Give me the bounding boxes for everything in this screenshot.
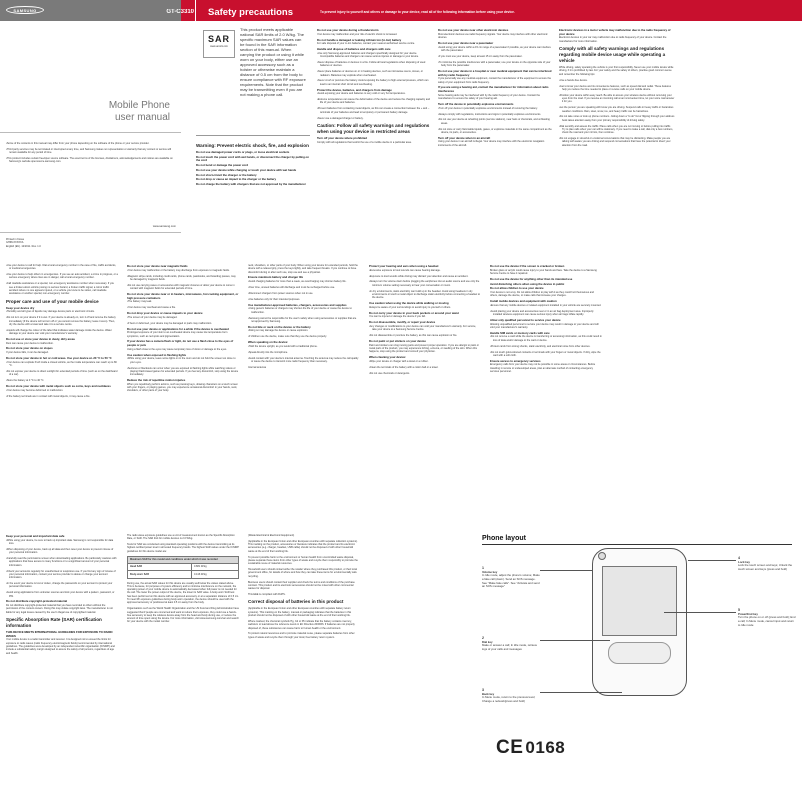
key-desc: Make or answer a call; In Idle mode, retrieve logs of your calls and messages bbox=[482, 643, 538, 652]
bullet-item: • Dial sensibly and assess the traffic. Place calls when you are not moving or before pulling into traffic. Try to plan calls when your car will be stationary. If you need to make a call, dial only a few numbers, check the road and your mirrors, then continue. bbox=[559, 125, 675, 135]
phone-layout-title: Phone layout bbox=[482, 535, 526, 542]
key-name: Power/End key bbox=[738, 611, 758, 616]
section-heading: Specific Absorption Rate (SAR) certification information bbox=[6, 616, 102, 629]
bullet-item: • If children use the device, make sure that they use the device properly. bbox=[248, 335, 360, 338]
bullet-item: • In the event your device is lost or stolen, change the passwords on your account to protect your personal information. bbox=[6, 582, 118, 589]
sar-table-row bbox=[128, 571, 239, 578]
key-number: 2 bbox=[482, 636, 484, 640]
bullet-item: • Store the battery at 0 °C to 40 °C. bbox=[6, 379, 118, 382]
paragraph: Your device may malfunction and your risk of electric shock is increased. bbox=[317, 32, 398, 36]
column bbox=[196, 140, 310, 238]
subheading: When speaking on the device: bbox=[248, 340, 289, 345]
paragraph: You can be injured or damage the device if you fall. bbox=[369, 315, 426, 319]
bullet-item: • Never use a damaged charger or battery. bbox=[317, 117, 431, 120]
subheading: Do not store your device on slopes bbox=[6, 346, 53, 351]
subheading: Do not bend or damage the power cord bbox=[196, 163, 249, 168]
bullet-item: • If bent or deformed, your device may be damaged or parts may malfunction. bbox=[127, 322, 239, 325]
bullet-item: • Never crush or puncture the battery. Avoid exposing the battery to high external pressure, which can lead to an internal short circuit and overheating. bbox=[317, 79, 431, 86]
bullet-item: • Avoid charging batteries for more than a week, as overcharging may shorten battery life. bbox=[248, 280, 360, 283]
bullet-item: • Speak directly into the microphone. bbox=[248, 351, 360, 354]
subheading: Do not touch the power cord with wet hands, or disconnect the charger by pulling on the cord bbox=[196, 154, 309, 163]
key-label-volume bbox=[482, 566, 540, 589]
cover-note: • Third party services may be terminated or interrupted at any time, and Samsung makes no representation or warranty that any content or service will remain available for any period of time. bbox=[6, 148, 176, 155]
bullet-item: • The battery may leak. bbox=[127, 300, 239, 303]
sar-table-cell: 0.416 W/kg bbox=[191, 571, 238, 578]
subheading: Do not use your device during a thunderstorm bbox=[317, 28, 379, 32]
column bbox=[248, 534, 360, 784]
bullet-item: • If the battery terminals are in contact with metal objects, it may cause a fire. bbox=[6, 395, 118, 398]
bullet-item: • Using generic batteries or chargers may shorten the life of your device or cause the device to malfunction. bbox=[248, 307, 360, 314]
column bbox=[6, 534, 118, 784]
sar-table-cell: 0.881 W/kg bbox=[191, 563, 238, 570]
divider bbox=[196, 135, 310, 136]
paragraph: Always be aware of your surroundings to avoid injury to yourself or others. bbox=[369, 305, 451, 309]
bullet-item: • Samsung cannot be responsible for the user's safety when using accessories or supplies that are not approved by Samsung. bbox=[248, 317, 360, 324]
callout-line bbox=[540, 640, 610, 641]
sar-logo-url: www.sar-tick.com bbox=[210, 45, 228, 48]
subheading: Electronic devices in a motor vehicle may malfunction due to the radio frequency of your device bbox=[559, 28, 671, 36]
paragraph: Using a flash close to the eyes may cause temporary loss of vision or damage to the eyes. bbox=[127, 347, 227, 351]
bullet-item: • Disconnect chargers from power sources when not in use. bbox=[248, 292, 360, 295]
paragraph: To protect natural resources and to promote material reuse, please separate batteries from other types of waste and recycle them through your local, free battery return system. bbox=[248, 632, 355, 639]
callout-line bbox=[540, 570, 592, 571]
key-name: Lock key bbox=[738, 559, 750, 564]
bullet-item: • Avoid using your device within a 15 cm range of a pacemaker if possible, as your device can interfere with the pacemaker. bbox=[438, 46, 552, 53]
notified-body-number: 0168 bbox=[525, 738, 566, 757]
divider bbox=[0, 232, 181, 233]
bullet-item: • Call roadside assistance or a special, non-emergency assistance number when necessary. If you see a broken-down vehicle posing no serious hazard, a broken traffic signal, a minor traffic accident where no one appears injured, or a vehicle you know to be stolen, call roadside assistance or another special, non-emergency number. bbox=[6, 282, 118, 295]
key-desc: Turn the phone on or off (press and hold); End a call; In Menu mode, cancel input and return to Idle mode bbox=[738, 615, 796, 627]
bullet-item: • When disposing of your device, back up all data and then reset your device to prevent misuse of your personal information. bbox=[6, 548, 118, 555]
bullet-item: • Do not use chemicals or detergents. bbox=[369, 372, 481, 375]
bullet-item: • While using your device, be sure to back up important data. Samsung is not responsible for data loss. bbox=[6, 539, 118, 546]
subheading: Do not use the device for anything other than its intended use bbox=[490, 276, 573, 281]
key-desc: In Idle mode, adjust the phone's volume; Make a fake call (down). Send an SOS message. See "Make fake calls". See "Activate and send an SOS message" bbox=[482, 573, 540, 589]
ce-mark bbox=[496, 735, 565, 760]
bullet-item: • Liquids will change the colour of the label that indicates water damage inside the device. Water damage to your device can void your manufacturer's warranty. bbox=[6, 329, 118, 336]
paragraph: During use, the actual SAR values for this device are usually well below the values stated above. This is because, for purposes of system efficiency and to minimise interference on the network, the operating power of your mobile device is automatically decreased when full power is not needed for the call. The lower the power output of the device, the lower its SAR value. A body-worn SAR test has been performed on this device with an approved accessory or at a separation distance of 0.5 cm. To meet RF exposure guidelines during body-worn operation, the device should be used with the approved accessory or positioned at least 0.5 cm away from the body. bbox=[127, 581, 239, 605]
sar-table-header: Maximum SAR for this model and conditions under which it was recorded bbox=[128, 556, 239, 563]
bullet-item: • Your device may malfunction or the battery may discharge from exposure to magnetic fields. bbox=[127, 269, 239, 272]
section-heading: Proper care and use of your mobile device bbox=[6, 298, 99, 304]
subheading: Keep your personal and important data safe bbox=[6, 534, 65, 538]
bullet-item: • Avoid using applications from unknown sources and lock your device with a pattern, password, or PIN. bbox=[6, 591, 118, 598]
paragraph: Household users should contact either the retailer where they purchased this product, or their local government office, for details of where and how they can take these items for environmentally safe recycling. bbox=[248, 568, 357, 578]
print-line: GH68-XXXXXA bbox=[6, 241, 24, 245]
subheading: Use caution when using the device while walking or moving bbox=[369, 301, 449, 306]
column bbox=[127, 264, 239, 526]
bullet-item: • Exposure to loud sounds while driving may distract your attention and cause an accident. bbox=[369, 275, 481, 278]
key-name: Back key bbox=[482, 691, 495, 696]
subheading: If your device has a camera flash or light, do not use a flash close to the eyes of people or pets bbox=[127, 339, 234, 348]
sar-statement: This product meets applicable national SAR limits of 2.0 W/kg. The specific maximum SAR values can be found in the SAR information section of this manual. When carrying the product or using it while worn on your body, either use an approved accessory such as a holster or otherwise maintain a distance of 0.5 cm from the body to ensure compliance with RF exposure requirements. Note that the product may be transmitting even if you are not making a phone call. bbox=[240, 27, 306, 97]
bullet-item: • Check your accounts regularly for unauthorised or suspicious use. If you find any sign of misuse of your personal information, contact your service provider to delete or change your account information. bbox=[6, 570, 118, 580]
column bbox=[490, 264, 602, 526]
paragraph: Your device is not a toy. Do not allow children to play with it as they could hurt themselves and others, damage the device, or make calls that increase your charges. bbox=[490, 290, 594, 298]
subheading: Do not disassemble, modify, or repair your device bbox=[369, 320, 436, 325]
paragraph: Most electronic devices use radio frequency signals. Your device may interfere with other electronic devices. bbox=[438, 32, 548, 39]
bullet-item: • Do not remove a card while the device is transferring or accessing information, as this could result in loss of data and/or damage to the card or device. bbox=[490, 335, 602, 342]
column bbox=[6, 264, 118, 526]
bullet-item: • Do not touch gold-coloured contacts or terminals with your fingers or metal objects. If dirty, wipe the card with a soft cloth. bbox=[490, 351, 602, 358]
bullet-item: • Prevent batteries from contacting metal objects, as this can create a connection between the + and – terminals of your batteries and lead to temporary or permanent battery damage. bbox=[317, 107, 431, 114]
page-title: Safety precautions bbox=[208, 7, 293, 18]
paragraph: Allowing unqualified personnel to service your device may result in damage to your device and will void your manufacturer's warranty. bbox=[490, 322, 599, 329]
cover-note: • Some of the contents in this manual may differ from your phone depending on the software of the phone or your service provider. bbox=[6, 142, 176, 145]
paragraph: Internal antenna bbox=[248, 365, 267, 369]
subheading: Use caution when exposed to flashing lights bbox=[127, 352, 187, 357]
bullet-item: • Use only Samsung-approved batteries and chargers specifically designed for your device. Incompatible batteries and chargers can cause serious injuries or damage to your device. bbox=[317, 52, 431, 59]
bullet-item: • Avoid contact with your device's internal antenna. Touching the antenna may reduce the call quality or cause the device to transmit more radio frequency than necessary. bbox=[248, 357, 360, 364]
subheading: Do not drop or cause an impact to the charger or the battery bbox=[196, 177, 277, 182]
bullet-item: • Hold the device upright, as you would with a traditional phone. bbox=[248, 345, 360, 348]
bullet-item: • Use batteries only for their intended purposes. bbox=[248, 298, 360, 301]
bullet-item: • Clean the terminals of the battery with a cotton ball or a towel. bbox=[369, 366, 481, 369]
key-number: 1 bbox=[482, 566, 484, 570]
subheading: Avoid disturbing others when using the device in public bbox=[490, 281, 565, 286]
subheading: Do not use your device near other electronic devices bbox=[438, 28, 509, 32]
bullet-item: • Ensure that any mobile devices or related equipment installed in your vehicle are securely mounted. bbox=[490, 304, 602, 307]
paragraph: Organisations such as the World Health Organization and the US Food and Drug Administration have suggested that if people are concerned and want to reduce their exposure, they could use a hands-free accessory to keep the wireless device away from the head and body during use, or reduce the amount of time spent using the device. For more information, visit www.samsung.com/sar and search for your device with the model number. bbox=[127, 607, 239, 624]
paragraph: Prolonged exposure of your skin to an overheated device may cause low temperature burn symptoms, such as red spots and pigmentation. bbox=[127, 331, 228, 338]
paragraph: Paint and stickers can clog moving parts and prevent proper operation. If you are allergic to paint or metal parts of the product, you may experience itching, eczema, or swelling of the skin. When this happens, stop using the product and consult your physician. bbox=[369, 343, 479, 354]
paragraph: Tests for SAR are conducted using standard operating positions with the device transmitting at its highest certified power level in all tested frequency bands. The highest SAR values under the ICNIRP guidelines for this device model are: bbox=[127, 543, 239, 553]
sar-table bbox=[127, 556, 239, 579]
bullet-item: • Use a hands-free device. bbox=[559, 79, 675, 82]
subheading: Do not use your device in a hospital or near medical equipment that can be interfered with by radio frequency bbox=[438, 68, 552, 77]
bullet-item: • Do not engage in stressful or emotional conversations that may be distracting. Make people you are talking with aware you are driving and suspend conversations that have the potential to divert your attention from the road. bbox=[559, 137, 675, 147]
paragraph: While driving, safely operating the vehicle is your first responsibility. Never use your mobile device while driving, if it is prohibited by law. For your safety and the safety of others, practise good common sense and remember the following tips: bbox=[559, 66, 674, 76]
phone-keypad bbox=[608, 642, 671, 664]
subheading: Protect the device, batteries, and chargers from damage bbox=[317, 87, 392, 92]
subheading: Do not use your device near a pacemaker bbox=[438, 40, 494, 45]
subheading: Do not charge the battery with chargers that are not approved by the manufacturer bbox=[196, 181, 306, 186]
subheading: Do not use or store your device in dusty, dirty areas bbox=[6, 336, 75, 341]
samsung-logo: SAMSUNG bbox=[6, 6, 44, 14]
key-desc: Lock the touch screen and keys; Unlock the touch screen and keys (press and hold) bbox=[738, 563, 793, 572]
subheading: Handle SIM cards or memory cards with care bbox=[490, 330, 550, 335]
bullet-item: • Position your device within easy reach. Be able to access your wireless device without removing your eyes from the road. If you receive an incoming call at an inconvenient time, let your voice mail answer it for you. bbox=[559, 94, 675, 104]
bullet-item: • Any changes or modifications to your device can void your manufacturer's warranty. For service, take your device to a Samsung Service Centre. bbox=[369, 325, 481, 332]
subheading: Do not store your device near or in heaters, microwaves, hot cooking equipment, or high pressure containers bbox=[127, 291, 239, 300]
section-heading: Warning: Prevent electric shock, fire, and explosion bbox=[196, 143, 309, 148]
page-subtitle: To prevent injury to yourself and others or damage to your device, read all of the following information before using your device. bbox=[320, 10, 515, 14]
bullet-item: • While using your device, leave some lights on in the room and do not hold the screen too close to your eyes. bbox=[127, 357, 239, 364]
callout-line bbox=[688, 560, 736, 561]
bullet-item: • Wipe your device or charger with a towel or a rubber. bbox=[369, 360, 481, 363]
print-line: Printed in Korea bbox=[6, 238, 24, 241]
cover-note: • This product includes certain free/open source software. The exact terms of the licenses, disclaimers, acknowledgements and notices are available on Samsung's website opensource.samsung.com. bbox=[6, 157, 176, 164]
subheading: Do not short-circuit the charger or the battery bbox=[196, 172, 257, 177]
bullet-item: • If you must use your device, keep at least 15 cm away from the pacemaker. bbox=[438, 55, 552, 58]
subheading: Turn off the device in potentially explosive environments bbox=[438, 101, 514, 106]
subheading: Install mobile devices and equipment with caution bbox=[490, 299, 557, 304]
key-name: Dial key bbox=[482, 639, 493, 644]
bullet-item: • Do not turn on your device if it is wet. If your device is already on, turn it off and remove the battery immediately (if the device will not turn off or you cannot remove the battery, leave it as-is). Then, dry the device with a towel and take it to a service centre. bbox=[6, 316, 118, 326]
key-label-dial bbox=[482, 636, 540, 652]
bullet-item: • Humidity and all types of liquids may damage device parts or electronic circuits. bbox=[6, 310, 118, 313]
subheading: Use manufacturer-approved batteries, chargers, accessories and supplies bbox=[248, 302, 347, 307]
bullet-item: • Do not use your device at refuelling points (service stations), near fuels or chemicals, and at blasting areas. bbox=[438, 118, 552, 125]
phone-screen bbox=[602, 566, 677, 636]
column bbox=[248, 264, 360, 526]
bullet-item: • Your device may become deformed or malfunction. bbox=[6, 389, 118, 392]
subheading: Allow only qualified personnel to service your device bbox=[490, 317, 561, 322]
paragraph: This EEE is compliant with RoHS. bbox=[248, 593, 286, 597]
paragraph: For safe disposal of your Li-Ion batteries, contact your nearest authorised service centre. bbox=[317, 42, 415, 46]
bullet-item: • Avoid placing your device and accessories near or in an air bag deployment area. Improperly installed wireless equipment can cause serious injury when air bags inflate rapidly. bbox=[490, 310, 602, 317]
subheading: Do not distribute copyright-protected material bbox=[6, 599, 68, 604]
key-label-lock bbox=[738, 556, 796, 572]
paragraph: To prevent possible harm to the environment or human health from uncontrolled waste disposal, please separate these items from other types of waste and recycle them responsibly to promote the sustainable reuse of material resources. bbox=[248, 555, 358, 566]
subheading: Turn off your device where prohibited bbox=[317, 135, 367, 140]
subheading: Turn off your device when in an aircraft bbox=[438, 135, 491, 140]
subheading: Keep your device dry bbox=[6, 305, 35, 310]
bullet-item: • Over time, unused batteries will discharge and must be recharged before use. bbox=[248, 286, 360, 289]
sar-table-row bbox=[128, 563, 239, 570]
bullet-item: • Protect cards from strong shocks, static electricity, and electrical noise from other devices. bbox=[490, 345, 602, 348]
subheading: Do not bite or suck on the device or the battery bbox=[248, 324, 311, 329]
product-title bbox=[40, 100, 170, 124]
sar-table-cell: Head SAR bbox=[128, 563, 192, 570]
key-number: 5 bbox=[738, 608, 740, 612]
divider bbox=[0, 132, 181, 133]
subheading: Do not paint or put stickers on your device bbox=[369, 339, 426, 344]
paragraph: neck, shoulders, or other parts of your body. When using your device for extended periods, hold the device with a relaxed grip, press the keys lightly, and take frequent breaks. If you continue to have discomfort during or after such use, stop use and see a physician. bbox=[248, 264, 358, 274]
bullet-item: • Your device can explode if left inside a closed vehicle, as the inside temperature can reach up to 80 °C. bbox=[6, 361, 118, 368]
key-label-back bbox=[482, 688, 540, 704]
subheading: When cleaning your device: bbox=[369, 355, 406, 360]
paragraph: (Applicable in the European Union and other European countries with separate collection systems). This marking on the product, accessories or literature indicates that the product and its electronic accessories (e.g. charger, headset, USB cable) should not be disposed of with other household waste at the end of their working life. bbox=[248, 539, 358, 553]
subheading: Do not store your device in hot or cold areas. Use your device at -20 °C to 50 °C bbox=[6, 356, 112, 361]
print-info bbox=[6, 238, 176, 248]
section-heading: Caution: Follow all safety warnings and regulations when using your device in restricted areas bbox=[317, 122, 430, 134]
bullet-item: • Use your device to call for help. Dial a local emergency number in the case of fire, traffic accidents, or medical emergencies. bbox=[6, 264, 118, 271]
paragraph: Business users should contact their supplier and check the terms and conditions of the purchase contract. This product and its electronic accessories should not be mixed with other commercial wastes for disposal. bbox=[248, 580, 355, 591]
subheading: Do not use your device while charging or touch your device with wet hands bbox=[196, 167, 297, 172]
ce-symbol: CE bbox=[496, 737, 524, 758]
bullet-item: • Carefully read the permissions screen when downloading applications. Be particularly cautious with applications that have access to many functions or to a significant amount of your personal information. bbox=[6, 557, 118, 567]
paragraph: Comply with all regulations that restrict the use of a mobile device in a particular area. bbox=[317, 140, 412, 144]
bullet-item: • Do not disassemble or puncture the battery, as this can cause explosion or fire. bbox=[369, 334, 481, 337]
bullet-item: • Excessive exposure to loud sounds can cause hearing damage. bbox=[369, 269, 481, 272]
bullet-item: • Never dispose of batteries or devices in a fire. Follow all local regulations when disposing of used batteries or devices. bbox=[317, 61, 431, 68]
bullet-item: • Magnetic stripe cards, including credit cards, phone cards, passbooks, and boarding passes, may be damaged by magnetic fields. bbox=[127, 275, 239, 282]
subheading: Do not use the device if the screen is cracked or broken bbox=[490, 264, 565, 268]
subheading: Do not use your device or applications for a while if the device is overheated bbox=[127, 326, 229, 331]
paragraph: Using your device in an aircraft is illegal. Your device may interfere with the electronic navigation instruments of the aircraft. bbox=[438, 140, 545, 147]
column bbox=[127, 534, 239, 784]
paragraph: If your device falls, it can be damaged. bbox=[6, 351, 49, 355]
model-number: GT-C3310 bbox=[166, 9, 194, 15]
subheading: Do not drop your device or cause impacts to your device bbox=[127, 311, 203, 316]
bullet-item: • Let the person you are speaking with know you are driving. Suspend calls in heavy traffic or hazardous weather conditions. Rain, sleet, snow, ice, and heavy traffic can be hazardous. bbox=[559, 106, 675, 113]
subheading: If you are using a hearing aid, contact the manufacturer for information about radio interference bbox=[438, 85, 549, 94]
paragraph: Broken glass or acrylic could cause injury to your hands and face. Take the device to a Samsung Service Centre to have it repaired. bbox=[490, 268, 597, 275]
key-label-power bbox=[738, 608, 796, 627]
paragraph: When you repetitively perform actions, such as pressing keys, drawing characters on a touch screen with your fingers, or playing games, you may experience occasional discomfort in your hands, neck, shoulders, or other parts of your body. bbox=[127, 382, 238, 393]
subheading: Do not allow children to use your device bbox=[490, 286, 544, 291]
bullet-item: • Do not take notes or look up phone numbers. Jotting down a "to do" list or flipping through your address book takes attention away from your primary responsibility of driving safely. bbox=[559, 115, 675, 122]
bullet-item: • Always comply with regulations, instructions and signs in potentially explosive environments. bbox=[438, 113, 552, 116]
paragraph: Emergency calls from your device may not be possible in some areas or circumstances. Before travelling in remote or undeveloped areas, plan an alternate method of contacting emergency services personnel. bbox=[490, 363, 596, 373]
cover-notes bbox=[6, 142, 176, 166]
column bbox=[438, 28, 552, 240]
divider bbox=[482, 544, 792, 545]
paragraph: (Waste Electrical & Electronic Equipment) bbox=[248, 534, 295, 537]
website-url[interactable]: www.samsung.com bbox=[152, 225, 176, 228]
column bbox=[369, 264, 481, 526]
subheading: Ensure access to emergency services bbox=[490, 358, 541, 363]
callout-line bbox=[664, 612, 736, 613]
sar-logo bbox=[203, 30, 235, 58]
subheading: Reduce the risk of repetitive motion injuries bbox=[127, 378, 186, 383]
key-name: Volume key bbox=[482, 569, 498, 574]
bullet-item: • Your device may overheat and cause a fire. bbox=[127, 306, 239, 309]
subheading: Handle and dispose of batteries and chargers with care bbox=[317, 47, 391, 52]
bullet-item: • Do not store or carry flammable liquids, gases, or explosive materials in the same compartment as the device, its parts, or accessories. bbox=[438, 128, 552, 135]
bullet-item: • Turn off your device in potentially explosive environments instead of removing the battery. bbox=[438, 107, 552, 110]
paragraph: Electronic devices in your car may malfunction due to radio frequency of your device. Contact the manufacturer for more information. bbox=[559, 36, 667, 43]
column bbox=[317, 28, 431, 240]
bullet-item: • Do not expose your device to direct sunlight for extended periods of time (such as on the dashboard of a car). bbox=[6, 370, 118, 377]
bullet-item: • Do not use carrying cases or accessories with magnetic closures or allow your device to come in contact with magnetic fields for extended periods of time. bbox=[127, 284, 239, 291]
earphone-jack-icon bbox=[598, 552, 606, 560]
bullet-item: • In dry environments, static electricity can build up in the headset. Avoid using headsets in dry environments or touch a metal object to discharge static electricity before connecting a headset to the device. bbox=[369, 290, 481, 300]
bullet-item: • Get to know your device and its convenience features, such as speed dial and redial. These features help you reduce the time needed to place or receive calls on your mobile device. bbox=[559, 85, 675, 92]
print-line: English (EU). 12/2011. Rev. 1.0 bbox=[6, 244, 41, 248]
bullet-item: • Use your device to help others in emergencies. If you see an auto accident, a crime in progress, or a serious emergency where lives are in danger, call a local emergency number. bbox=[6, 273, 118, 280]
paragraph: Your mobile device is a radio transmitter and receiver. It is designed not to exceed the limits for exposure to radio waves (radio frequency electromagnetic fields) recommended by international guidelines. The guidelines were developed by an independent scientific organisation (ICNIRP) and include a substantial safety margin designed to assure the safety of all persons, regardless of age and health. bbox=[6, 638, 115, 655]
bullet-item: • To minimise the possible interference with a pacemaker, use your device on the opposite side of your body from the pacemaker. bbox=[438, 61, 552, 68]
bullet-item: • The screen of your device may be damaged. bbox=[127, 316, 239, 319]
subheading: Do not store your device near magnetic fields bbox=[127, 264, 188, 268]
paragraph: Dust can cause your device to malfunction. bbox=[6, 341, 54, 345]
subheading: Ensure maximum battery and charger life bbox=[248, 275, 304, 280]
paragraph: If you personally use any medical equipment, contact the manufacturer of the equipment to ensure the safety of your equipment from radio frequency. bbox=[438, 77, 551, 84]
section-heading: Correct disposal of batteries in this product bbox=[248, 599, 344, 605]
paragraph: Do not distribute copyright-protected material that you have recorded to others without the permission of the content owners. Doing this may violate copyright laws. The manufacturer is not liable for any legal issues caused by the user's illegal use of copyrighted material. bbox=[6, 604, 113, 614]
subheading: Do not carry your device in your back pockets or around your waist bbox=[369, 310, 459, 315]
key-number: 4 bbox=[738, 556, 740, 560]
bullet-item: • Never place batteries or devices on or in heating devices, such as microwave ovens, stoves, or radiators. Batteries may explode when overheated. bbox=[317, 70, 431, 77]
subheading: Do not handle a damaged or leaking Lithium Ion (Li-Ion) battery bbox=[317, 37, 402, 42]
bullet-item: • Always turn the volume down before plugging the earphones into an audio source and use only the minimum volume setting necessary to hear your conversation or music. bbox=[369, 280, 481, 287]
subheading: Protect your hearing and ears when using a headset bbox=[369, 264, 439, 268]
bullet-item: • Doing so may damage the device or cause explosion. bbox=[248, 329, 360, 332]
bullet-item: • Seizures or blackouts can occur when you are exposed to flashing lights while watching videos or playing Flash-based games for extended periods. If you feel any discomfort, stop using the device immediately. bbox=[127, 367, 239, 377]
sar-logo-text: SAR bbox=[207, 34, 230, 44]
column bbox=[559, 28, 675, 240]
bullet-item: • Extreme temperatures can cause the deformation of the device and reduce the charging capacity and life of your device and batteries. bbox=[317, 98, 431, 105]
key-number: 3 bbox=[482, 688, 484, 692]
product-title-line: user manual bbox=[114, 112, 170, 123]
key-desc: In Menu mode, return to the previous level; Change a network(press and hold) bbox=[482, 695, 536, 704]
paragraph: Some hearing aids may be interfered with by the radio frequency of your device. Contact the manufacturer to ensure the safety of your hearing aid. bbox=[438, 93, 541, 101]
subheading: Do not use damaged power cords or plugs, or loose electrical sockets bbox=[196, 150, 290, 155]
product-title-line: Mobile Phone bbox=[108, 100, 170, 111]
subheading: Do not store your device with metal objects such as coins, keys and necklaces bbox=[6, 383, 111, 388]
bullet-item: • Avoid exposing your device and batteries to very cold or very hot temperatures. bbox=[317, 92, 431, 95]
paragraph: Where marked, the chemical symbols Hg, Cd or Pb indicate that the battery contains mercury, cadmium or lead above the reference levels in EC Directive 2006/66. If batteries are not properly disposed of, these substances can cause harm to human health or the environment. bbox=[248, 619, 355, 630]
callout-line bbox=[540, 692, 622, 693]
paragraph: (Applicable in the European Union and other European countries with separate battery return systems). This marking on the battery, manual or packaging indicates that the batteries in this product should not be disposed of with other household waste at the end of their working life. bbox=[248, 607, 352, 618]
section-heading: Comply with all safety warnings and regulations regarding mobile device usage while operating a vehicle bbox=[559, 45, 666, 64]
paragraph: The radio wave exposure guidelines use a unit of measurement known as the Specific Absorption Rate, or SAR. The SAR limit for mobile devices is 2.0 W/kg. bbox=[127, 534, 235, 541]
subheading: THIS DEVICE MEETS INTERNATIONAL GUIDELINES FOR EXPOSURE TO RADIO WAVES bbox=[6, 630, 113, 638]
sar-table-cell: Body-worn SAR bbox=[128, 571, 192, 578]
